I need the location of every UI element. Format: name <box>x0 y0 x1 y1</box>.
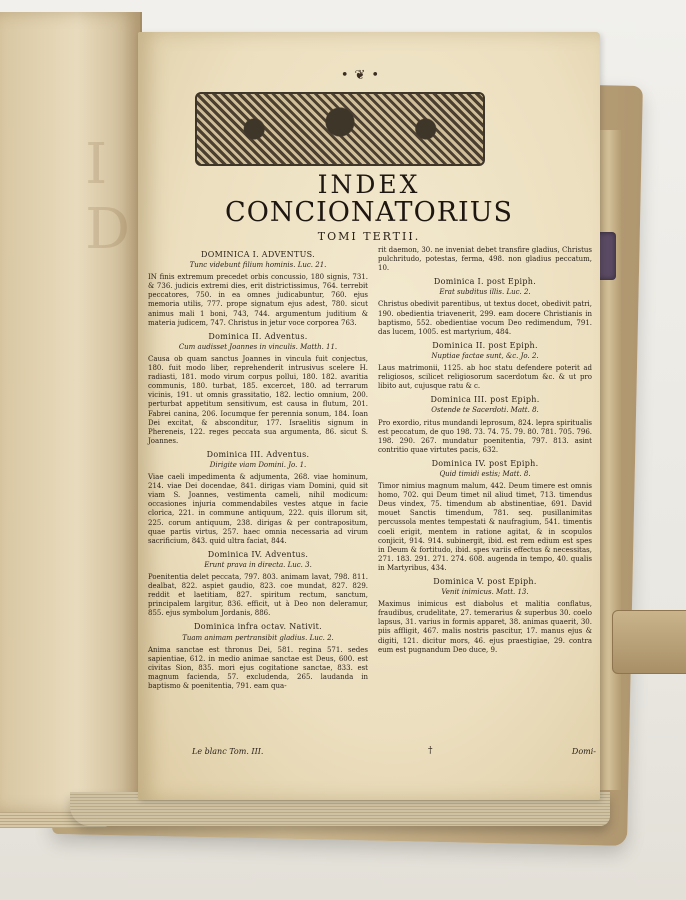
entry <box>378 395 592 455</box>
entry-subheading: Tunc videbunt filium hominis. Luc. 21. <box>189 261 327 270</box>
entry-subheading: Cum audisset Joannes in vinculis. Matth. 11. <box>178 342 338 351</box>
entry-text: Maximus inimicus est diabolus et malitia conflatus, fraudibus, crudelitate, 27. temerarius & superbus 30. coelo lapsus, 31. varius in formis apparet, 38. animas quaerit, 30. piis affligit, 467. malis nostris pascitur, 17. manus ejus & digiti, 121. dicitur mors, 46. ejus praestigiae, 29. contra eum est pugnandum Deo duce, 9. <box>378 600 592 654</box>
entry <box>378 577 592 655</box>
entry <box>148 332 368 446</box>
entry-heading: Dominica III. post Epiph. <box>430 395 540 405</box>
entry-subheading: Dirigite viam Domini. Jo. 1. <box>209 460 307 469</box>
entry-subheading: Venit inimicus. Matt. 13. <box>441 588 529 597</box>
entry-heading: Dominica IV. Adventus. <box>207 549 309 559</box>
entry-heading: Dominica I. post Epiph. <box>433 277 537 287</box>
entry <box>378 341 592 391</box>
entry <box>378 277 592 337</box>
title-tomi-tertii: TOMI TERTII. <box>317 230 421 243</box>
entry-text: Causa ob quam sanctus Joannes in vincula fuit conjectus, 180. fuit modo liber, reprehenderit intrusivus scelere H. radiasti, 181. modo virum corpus pollui, 180. 182. avaritia communis, 180. turbat, 185. excercet, 180. ad terrarum vicinis, 191. ut omnis grassitatio, 182. lectio omnium, 200. perturbat appetitum sensitivum, est causa in flutum, 201. Fabrei canina, 206. Iocumque fer perennia sonum, 184. Ioan Dei excitat, & absconditur, 177. Israelitis signum in Phereneis, 122. reges peccata sua argumenta, 86. sicut S. Joannes. <box>148 354 368 445</box>
catchword: Domi- <box>571 747 596 756</box>
entry <box>378 459 592 573</box>
show-through-letters: I D <box>85 132 132 262</box>
entry <box>148 250 368 328</box>
entry-text: Anima sanctae est thronus Dei, 581. regina 571. sedes sapientiae, 612. in medio animae sanctae est Deus, 600. est civitas Sion, 835. mori ejus cogitatione sanctae, 833. est magnum facienda, 57. excludenda, 265. laudanda in baptismo & poenitentia, 791. eam qua- <box>148 645 368 691</box>
entry-heading: DOMINICA I. ADVENTUS. <box>201 250 315 259</box>
entry-text: rit daemon, 30. ne inveniat debet transfire gladius, Christus pulchritudo, potestas, ferma, 498. non gladius peccatum, 10. <box>378 246 592 273</box>
entry-heading: Dominica IV. post Epiph. <box>431 458 539 468</box>
signature-mark: Le blanc Tom. III. <box>192 747 264 756</box>
left-page <box>0 12 142 812</box>
entry-text: Laus matrimonii, 1125. ab hoc statu defendere poterit ad religiosos, scilicet religiosorum sacerdotum &c. & ut pro libito aut, cujusque ratu & c. <box>378 364 592 391</box>
entry-subheading: Ostende te Sacerdoti. Matt. 8. <box>431 406 539 415</box>
entry-text: IN finis extremum precedet orbis concussio, 180 signis, 731. & 736. judicis extremi dies, erit districtissimus, 764. terrebit peccatores, 750. in ea omnes judicabuntur, 760. ejus memoria utilis, 777. prope signatum ejus adest, 780. sicut animus mali 1 boni, 743, 744. argumentum juditium & materia judicem, 747. Christus in jetur voce corporea 763. <box>148 273 368 327</box>
title-index: INDEX <box>317 170 421 199</box>
left-column <box>148 246 368 694</box>
entry-heading: Dominica III. Adventus. <box>206 449 310 459</box>
cross-mark: † <box>428 746 433 756</box>
entry <box>148 550 368 619</box>
entry-text: Pro exordio, ritus mundandi leprosum, 824. lepra spiritualis est peccatum, de quo 198. 73. 74. 75. 79. 80. 781. 705. 796. 198. 290. 267. mundatur poenitentia, 797. 813. asint contritio quae virtutes pacis, 632. <box>378 418 592 454</box>
entry-subheading: Erunt prava in directa. Luc. 3. <box>204 560 312 569</box>
entry <box>148 450 368 546</box>
entry-text: Timor nimius magnum malum, 442. Deum timere est omnis homo, 702. qui Deum timet nil aliud timet, 713. timendus Deus vindex, 75. timendum ab abstinentiae, 691. David mouet Sanctis timendum, 781. seq. pusillanimitas percussola mentes tempestati & naufragium, 541. timentis coeli erigit, mentem in ratione agitat, & in scopulos conjicit, 914. 914. subinergit, ibid. est rem edium est spes in Deum & fortitudo, ibid. spes variis effectus & necessitas, 271. 183. 291. 271. 274. 608. augenda in tempo, 40. qualis in Martyribus, 434. <box>378 482 592 572</box>
entry-heading: Dominica II. Adventus. <box>208 331 308 341</box>
leather-clasp <box>612 610 686 674</box>
woodcut-headpiece <box>195 92 485 166</box>
entry-text: Poenitentia delet peccata, 797. 803. animam lavat, 798. 811. dealbat, 822. aspiet gaudio, 823. coe mundat, 827. 829. reddit et laetitiam, 827. spiritum rectum, sanctum, principalem largitur, 836. efficit, ut à Deo non deleramur, 855. ejus symbolum Jordanis, 886. <box>148 573 368 618</box>
title-concionatorius: CONCIONATORIUS <box>225 197 513 228</box>
entry-subheading: Tuam animam pertransibit gladius. Luc. 2. <box>182 633 334 642</box>
entry-text: Christus obedivit parentibus, ut textus docet, obedivit patri, 190. obedientia triavenerit, 299. eam docere Christianis in baptismo, 552. obedientiae vocum Deo redimendum, 791. das lucem, 1005. est martyrium, 484. <box>378 300 592 336</box>
entry <box>378 246 592 273</box>
index-page <box>138 32 600 800</box>
entry-heading: Dominica infra octav. Nativit. <box>193 622 322 632</box>
entry-subheading: Quid timidi estis; Matt. 8. <box>439 469 531 478</box>
entry-subheading: Erat subditus illis. Luc. 2. <box>439 288 531 297</box>
entry <box>148 622 368 691</box>
entry-heading: Dominica V. post Epiph. <box>433 577 537 586</box>
fleuron-ornament: •❦• <box>340 68 386 83</box>
entry-subheading: Nuptiae factae sunt, &c. Jo. 2. <box>431 351 539 360</box>
entry-text: Viae caeli impedimenta & adjumenta, 268. viae hominum, 214. viae Dei docendae, 841. dirigas viam Domini, quid sit viam S. Joannes, vestimenta cameli, nihil modicum: occasiones injuria commendabiles vestes atque in facie clorica, 221. in commune antiquum, 222. quis illorum sit, 225. corum antiquum, 238. dirigas & per contrapositum, quae partis virtus, 257. haec omnia necessaria ad virum sacrificium, 843. quid ultra faciat, 844. <box>148 473 368 545</box>
entry-heading: Dominica II. post Epiph. <box>432 340 538 350</box>
right-column <box>378 246 592 658</box>
